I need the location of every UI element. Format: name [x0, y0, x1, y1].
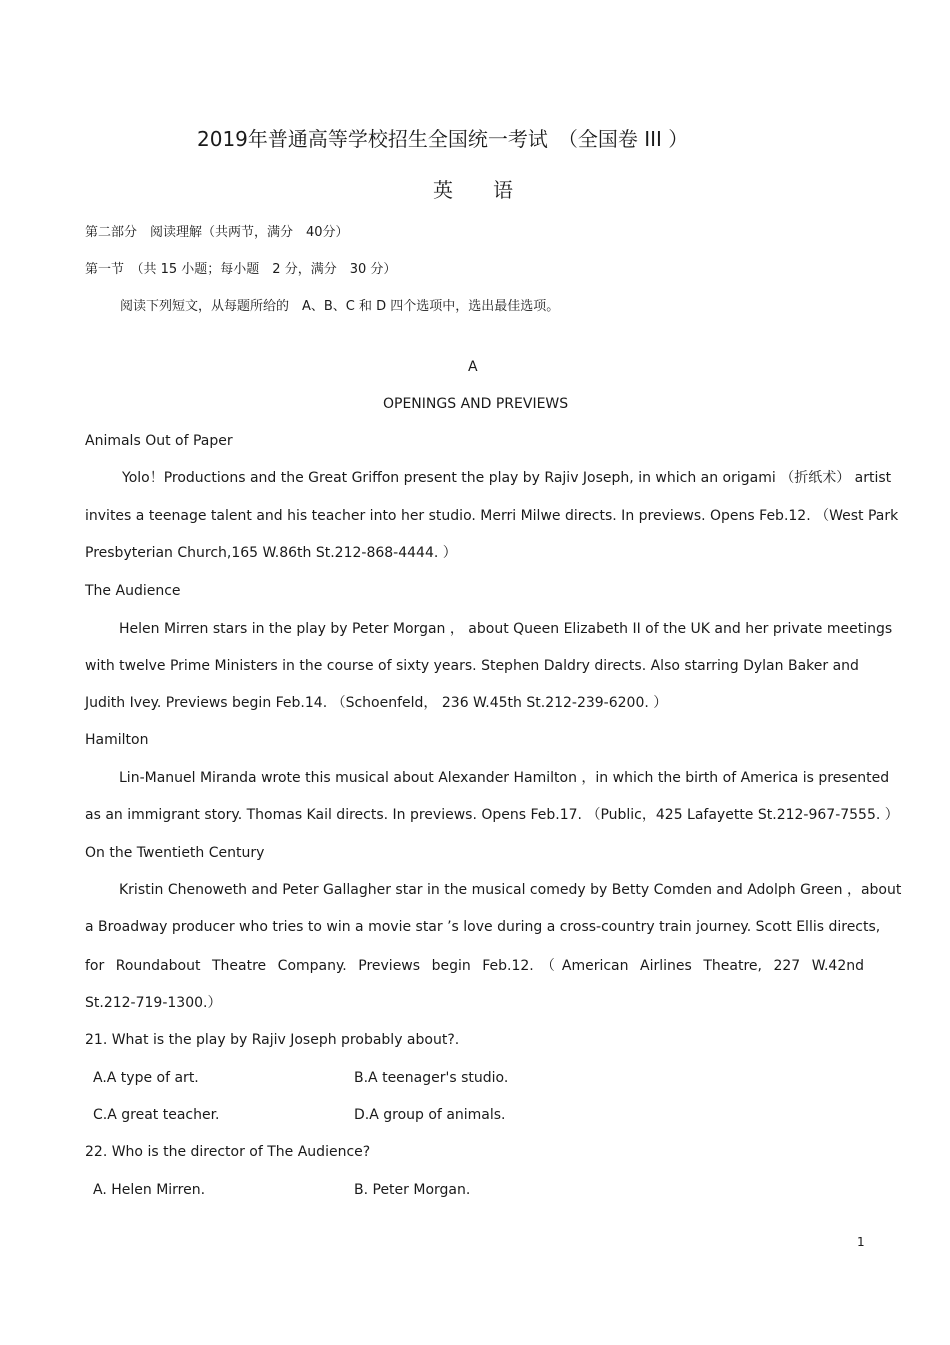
- subject-title: 英 语: [433, 178, 513, 202]
- option-b: B.A teenager's studio.: [354, 1070, 509, 1086]
- item-title: Animals Out of Paper: [85, 433, 233, 449]
- option-c: C.A great teacher.: [93, 1107, 220, 1123]
- option-a: A.A type of art.: [93, 1070, 199, 1086]
- question-stem: 21. What is the play by Rajiv Joseph probably about?.: [85, 1032, 460, 1048]
- item-text-line: St.212-719-1300.）: [85, 995, 222, 1011]
- passage-heading: OPENINGS AND PREVIEWS: [383, 396, 569, 412]
- question-stem: 22. Who is the director of The Audience?: [85, 1144, 371, 1160]
- item-text-line: a Broadway producer who tries to win a movie star ’s love during a cross-country train journey. Scott Ellis directs,: [85, 919, 881, 935]
- item-text-line: Judith Ivey. Previews begin Feb.14. （Schoenfeld， 236 W.45th St.212-239-6200. ）: [85, 695, 668, 711]
- item-text-line: Kristin Chenoweth and Peter Gallagher star in the musical comedy by Betty Comden and Adolph Green ，about: [119, 882, 902, 898]
- option-d: D.A group of animals.: [354, 1107, 506, 1123]
- page-number: 1: [857, 1235, 865, 1249]
- item-title: On the Twentieth Century: [85, 845, 265, 861]
- exam-title: 2019年普通高等学校招生全国统一考试 （全国卷 III ）: [197, 127, 689, 151]
- option-b: B. Peter Morgan.: [354, 1182, 471, 1198]
- item-text-line: Helen Mirren stars in the play by Peter Morgan ， about Queen Elizabeth II of the UK and her private meetings: [119, 621, 893, 637]
- item-text-line: Yolo！Productions and the Great Griffon present the play by Rajiv Joseph, in which an origami （折纸术） artist: [122, 470, 892, 486]
- directions: 阅读下列短文，从每题所给的 A、B、C 和 D 四个选项中，选出最佳选项。: [120, 299, 560, 314]
- item-text-line: with twelve Prime Ministers in the course of sixty years. Stephen Daldry directs. Also starring Dylan Baker and: [85, 658, 859, 674]
- passage-label: A: [468, 359, 478, 375]
- option-a: A. Helen Mirren.: [93, 1182, 206, 1198]
- item-text-line: Lin-Manuel Miranda wrote this musical about Alexander Hamilton ，in which the birth of America is presented: [119, 770, 890, 786]
- section-heading: 第一节 （共 15 小题；每小题 2 分，满分 30 分）: [85, 262, 397, 277]
- item-text-line: for Roundabout Theatre Company. Previews begin Feb.12.（American Airlines Theatre, 227 W.42nd: [85, 958, 864, 974]
- item-text-line: as an immigrant story. Thomas Kail directs. In previews. Opens Feb.17. （Public，425 Lafayette St.212-967-7555. ）: [85, 807, 899, 823]
- item-text-line: invites a teenage talent and his teacher into her studio. Merri Milwe directs. In previews. Opens Feb.12. （West Park: [85, 508, 899, 524]
- part-heading: 第二部分 阅读理解（共两节，满分 40分）: [85, 225, 349, 240]
- item-title: The Audience: [85, 583, 181, 599]
- item-title: Hamilton: [85, 732, 149, 748]
- item-text-line: Presbyterian Church,165 W.86th St.212-868-4444. ）: [85, 545, 457, 561]
